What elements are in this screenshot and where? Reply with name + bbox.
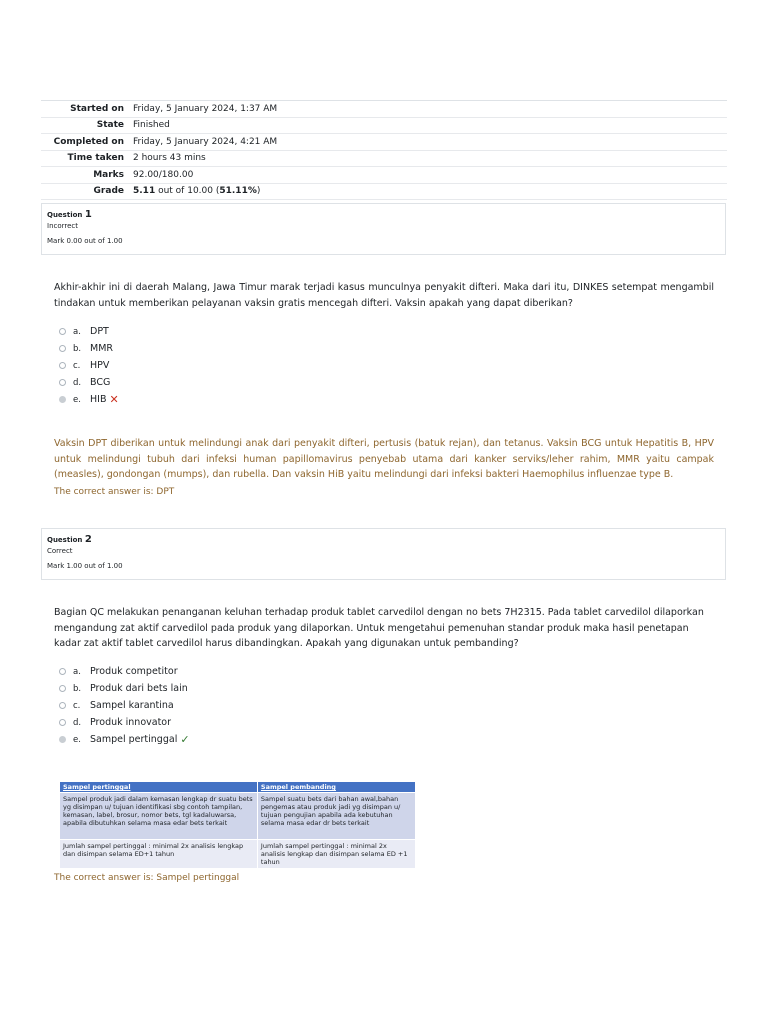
summary-row-grade — [41, 184, 727, 201]
summary-value: 92.00/180.00 — [133, 169, 194, 180]
table-header: Sampel pertinggal — [60, 782, 258, 793]
answer-letter: d. — [73, 377, 82, 388]
question-label: Question — [47, 211, 83, 219]
answer-text: BCG — [90, 377, 111, 388]
grade-percent: 51.11% — [219, 186, 257, 197]
radio-button[interactable] — [59, 328, 66, 335]
answer-option-d[interactable] — [59, 374, 119, 391]
question-mark: Mark 1.00 out of 1.00 — [47, 562, 123, 570]
question-state: Correct — [47, 547, 73, 555]
answer-letter: c. — [73, 360, 81, 371]
answer-text: Produk dari bets lain — [90, 683, 188, 694]
question-label: Question — [47, 536, 83, 544]
summary-value: Finished — [133, 120, 170, 131]
table-header: Sampel pembanding — [257, 782, 415, 793]
answer-option-a[interactable] — [59, 323, 119, 340]
table-cell: Sampel suatu bets dari bahan awal,bahan pengemas atau produk jadi yg disimpan u/ tujuan pengujian apabila ada kebutuhan selama masa edar dr bets terkait — [257, 793, 415, 840]
answer-option-d[interactable] — [59, 714, 190, 731]
answer-text: MMR — [90, 343, 113, 354]
grade-mid: out of 10.00 ( — [155, 186, 220, 197]
question-1-text: Akhir-akhir ini di daerah Malang, Jawa Timur marak terjadi kasus munculnya penyakit difteri. Maka dari itu, DINKES setempat mengambil tindakan untuk memberikan pelayanan vaksin gratis mencegah difteri. Vaksin apakah yang dapat diberikan? — [54, 282, 714, 309]
radio-button[interactable] — [59, 668, 66, 675]
answer-option-a[interactable] — [59, 663, 190, 680]
question-heading — [47, 534, 720, 545]
answer-option-c[interactable] — [59, 697, 190, 714]
radio-button[interactable] — [59, 685, 66, 692]
answer-letter: a. — [73, 326, 81, 337]
summary-row-marks — [41, 167, 727, 184]
question-mark: Mark 0.00 out of 1.00 — [47, 237, 123, 245]
question-1-answers — [59, 323, 119, 408]
answer-letter: d. — [73, 717, 82, 728]
answer-text: HPV — [90, 360, 110, 371]
x-mark-icon: ✕ — [109, 393, 119, 406]
radio-button[interactable] — [59, 719, 66, 726]
question-2-text: Bagian QC melakukan penanganan keluhan terhadap produk tablet carvedilol dengan no bets 7H2315. Pada tablet carvedilol dilaporkan mengandung zat aktif carvedilol pada produk yang dilaporkan. Untuk mengetahui pemenuhan standar produk maka hasil penetapan kadar zat aktif tablet carvedilol harus dibandingkan. Apakah yang digunakan untuk pembanding? — [54, 607, 704, 649]
answer-letter: e. — [73, 734, 81, 745]
question-heading — [47, 209, 720, 220]
radio-button[interactable] — [59, 362, 66, 369]
answer-letter: c. — [73, 700, 81, 711]
answer-letter: e. — [73, 394, 81, 405]
answer-option-c[interactable] — [59, 357, 119, 374]
summary-value: 2 hours 43 mins — [133, 153, 206, 164]
summary-row-time-taken — [41, 151, 727, 168]
answer-letter: b. — [73, 683, 82, 694]
summary-label: Grade — [93, 186, 124, 197]
answer-text: Sampel karantina — [90, 700, 174, 711]
quiz-summary-table — [41, 100, 727, 200]
radio-button[interactable] — [59, 702, 66, 709]
check-mark-icon: ✓ — [180, 733, 190, 746]
summary-label: Started on — [70, 103, 124, 114]
summary-value — [133, 186, 727, 196]
answer-text: Produk innovator — [90, 717, 172, 728]
summary-value: Friday, 5 January 2024, 4:21 AM — [133, 136, 278, 147]
question-2-info — [41, 528, 726, 580]
answer-letter: b. — [73, 343, 82, 354]
grade-score: 5.11 — [133, 186, 156, 197]
radio-button[interactable] — [59, 379, 66, 386]
answer-letter: a. — [73, 666, 81, 677]
answer-text: Produk competitor — [90, 666, 178, 677]
answer-text: DPT — [90, 326, 109, 337]
question-number: 1 — [84, 209, 92, 220]
table-cell: Jumlah sampel pertinggal : minimal 2x analisis lengkap dan disimpan selama ED+1 tahun — [60, 840, 258, 869]
sample-comparison-table — [59, 781, 416, 869]
question-state: Incorrect — [47, 222, 79, 230]
question-1-info — [41, 203, 726, 255]
summary-row-started — [41, 101, 727, 118]
summary-value: Friday, 5 January 2024, 1:37 AM — [133, 103, 278, 114]
radio-button-selected[interactable] — [59, 396, 66, 403]
radio-button-selected[interactable] — [59, 736, 66, 743]
question-2-correct-answer: The correct answer is: Sampel pertinggal — [54, 873, 240, 883]
radio-button[interactable] — [59, 345, 66, 352]
summary-label: State — [96, 120, 124, 131]
answer-text: HIB — [90, 394, 107, 405]
question-2-answers — [59, 663, 190, 748]
table-header-row — [60, 782, 416, 793]
question-1-correct-answer: The correct answer is: DPT — [54, 487, 175, 497]
answer-option-e[interactable] — [59, 731, 190, 748]
answer-option-e[interactable] — [59, 391, 119, 408]
summary-row-completed — [41, 134, 727, 151]
summary-row-state — [41, 118, 727, 135]
answer-option-b[interactable] — [59, 340, 119, 357]
table-cell: Jumlah sampel pertinggal : minimal 2x analisis lengkap dan disimpan selama ED +1 tahun — [257, 840, 415, 869]
table-row — [60, 840, 416, 869]
answer-text: Sampel pertinggal — [90, 734, 178, 745]
grade-end: ) — [256, 186, 261, 197]
table-row — [60, 793, 416, 840]
summary-label: Marks — [93, 169, 124, 180]
question-number: 2 — [84, 534, 92, 545]
table-cell: Sampel produk jadi dalam kemasan lengkap dr suatu bets yg disimpan u/ tujuan identifikasi sbg contoh tampilan, kemasan, label, brosur, nomor bets, tgl kadaluwarsa, apabila dibutuhkan selama masa edar bets terkait — [60, 793, 258, 840]
summary-label: Time taken — [67, 153, 124, 164]
answer-option-b[interactable] — [59, 680, 190, 697]
summary-label: Completed on — [53, 136, 124, 147]
question-1-feedback: Vaksin DPT diberikan untuk melindungi anak dari penyakit difteri, pertusis (batuk rejan), dan tetanus. Vaksin BCG untuk Hepatitis B, HPV untuk melindungi tubuh dari infeksi human papillomavirus penyebab utama dari kanker serviks/leher rahim, MMR yaitu campak (measles), gondongan (mumps), dan rubella. Dan vaksin HiB yaitu melindungi dari infeksi bakteri Haemophilus influenzae type B. — [54, 438, 714, 480]
